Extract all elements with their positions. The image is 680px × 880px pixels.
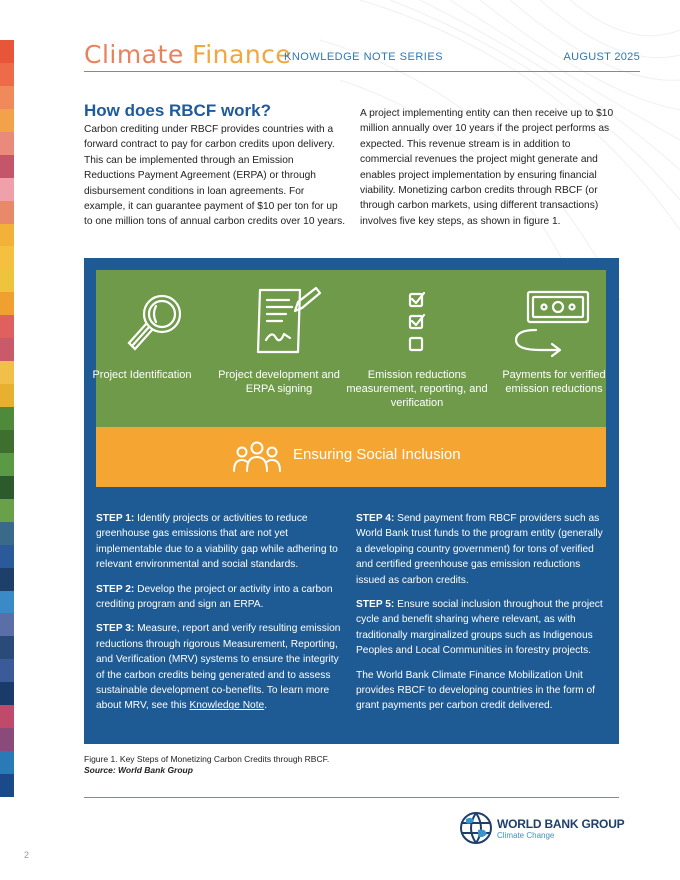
intro-right-paragraph: A project implementing entity can then receive up to $10 million annually over 10 years if the project performs as expected. This revenue stream is in addition to commercial revenues the project might generate and enables project implementation by ensuring financial viability. Monetizing carbon credits through RBCF (or through carbon markets, using different transactions) involves five key steps, as shown in figure 1. bbox=[360, 108, 614, 227]
rbcf-steps-figure bbox=[84, 258, 619, 744]
social-inclusion-band bbox=[96, 427, 606, 487]
people-group-icon bbox=[232, 439, 282, 475]
steps-right-column bbox=[356, 511, 610, 723]
knowledge-note-link[interactable]: Knowledge Note bbox=[189, 700, 265, 712]
section-title: How does RBCF work? bbox=[84, 101, 272, 120]
stage-1-label: Project Identification bbox=[92, 369, 192, 381]
magnifier-icon bbox=[108, 286, 198, 358]
page-header bbox=[84, 40, 640, 72]
org-subtitle: Climate Change bbox=[497, 831, 555, 840]
stage-2-label: Project development and ERPA signing bbox=[218, 369, 340, 395]
figure-caption: Figure 1. Key Steps of Monetizing Carbon Credits through RBCF. Source: World Bank Group bbox=[84, 754, 330, 775]
org-name: WORLD BANK GROUP bbox=[497, 817, 625, 831]
step-2-text: STEP 2: Develop the project or activity into a carbon crediting program and sign an ERPA. bbox=[96, 583, 333, 611]
footer-divider bbox=[84, 797, 619, 798]
globe-icon bbox=[458, 810, 494, 846]
step-4-text: STEP 4: Send payment from RBCF providers such as World Bank trust funds to the program entity (generally a developing country government) for tons of verified and certified greenhouse gas emission reductions issued as carbon credits. bbox=[356, 513, 603, 586]
world-bank-group-logo bbox=[458, 806, 633, 850]
steps-left-column bbox=[96, 511, 348, 723]
page-number: 2 bbox=[24, 850, 30, 860]
step-5-text: STEP 5: Ensure social inclusion throughout the project cycle and benefit sharing where relevant, as with traditionally marginalized groups such as Indigenous Peoples and Local Communities in forestry projects. bbox=[356, 599, 603, 657]
series-label: KNOWLEDGE NOTE SERIES bbox=[284, 51, 444, 63]
stage-3-label: Emission reductions measurement, reporting, and verification bbox=[346, 369, 488, 409]
color-strip bbox=[0, 40, 14, 797]
contract-signing-icon bbox=[242, 286, 332, 358]
payment-icon bbox=[506, 286, 596, 358]
stage-4-label: Payments for verified emission reductions bbox=[502, 369, 606, 395]
publication-date: AUGUST 2025 bbox=[563, 51, 640, 63]
intro-left-paragraph: Carbon crediting under RBCF provides countries with a forward contract to pay for carbon credits upon delivery. This can be implemented through an Emission Reductions Payment Agreement (ERPA) or through disbursement conditions in loan agreements. For example, it can guarantee payment of $10 per ton for up to one million tons of annual carbon credits over 10 years. bbox=[84, 124, 346, 228]
social-inclusion-label: Ensuring Social Inclusion bbox=[293, 446, 461, 463]
step-3-text: STEP 3: Measure, report and verify resulting emission reductions through rigorous Measurement, Reporting, and Verification (MRV) systems to ensure the integrity of the carbon credits being generated and to assess sustainable development co-benefits. To learn more about MRV, see this Knowledge Note. bbox=[96, 623, 341, 712]
brand-title: Climate Finance bbox=[84, 40, 292, 69]
step-1-text: STEP 1: Identify projects or activities to reduce greenhouse gas emissions that are not yet implementable due to a viability gap while adhering to relevant environmental and social standards. bbox=[96, 513, 338, 571]
closing-text: The World Bank Climate Finance Mobilization Unit provides RBCF to developing countries in the form of grant payments per carbon credit delivered. bbox=[356, 669, 595, 712]
checklist-icon bbox=[372, 286, 462, 358]
process-stages-panel bbox=[92, 270, 606, 427]
